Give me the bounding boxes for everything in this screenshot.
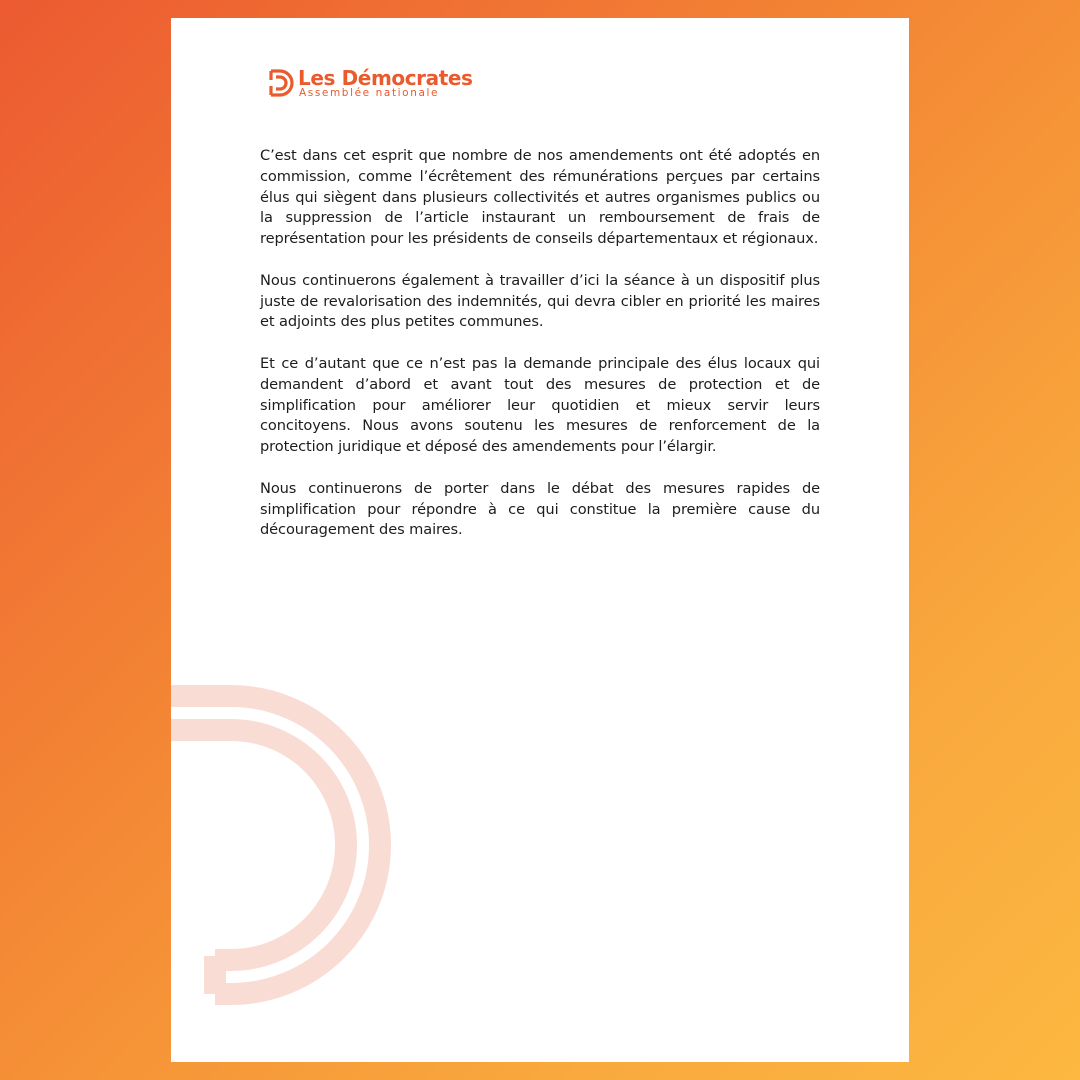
party-logo bbox=[269, 68, 489, 108]
document-page bbox=[171, 18, 909, 1062]
logo-subtitle: Assemblée nationale bbox=[299, 87, 440, 99]
democrates-d-logo-icon bbox=[269, 68, 295, 98]
logo-title: Les Démocrates bbox=[298, 66, 473, 90]
paragraph: Nous continuerons de porter dans le débat des mesures rapides de simplification pour répondre à ce qui constitue la première cause du découragement des maires. bbox=[260, 479, 820, 539]
statement-body bbox=[260, 146, 820, 562]
watermark-d-icon bbox=[171, 682, 411, 1008]
paragraph: C’est dans cet esprit que nombre de nos amendements ont été adoptés en commission, comme l’écrêtement des rémunérations perçues par certains élus qui siègent dans plusieurs collectivités et autres organismes publics ou la suppression de l’article instaurant un remboursement de frais de représentation pour les présidents de conseils départementaux et régionaux. bbox=[260, 147, 820, 248]
paragraph: Nous continuerons également à travailler d’ici la séance à un dispositif plus juste de revalorisation des indemnités, qui devra cibler en priorité les maires et adjoints des plus petites communes. bbox=[260, 271, 820, 331]
paragraph: Et ce d’autant que ce n’est pas la demande principale des élus locaux qui demandent d’abord et avant tout des mesures de protection et de simplification pour améliorer leur quotidien et mieux servir leurs concitoyens. Nous avons soutenu les mesures de renforcement de la protection juridique et déposé des amendements pour l’élargir. bbox=[260, 354, 820, 456]
